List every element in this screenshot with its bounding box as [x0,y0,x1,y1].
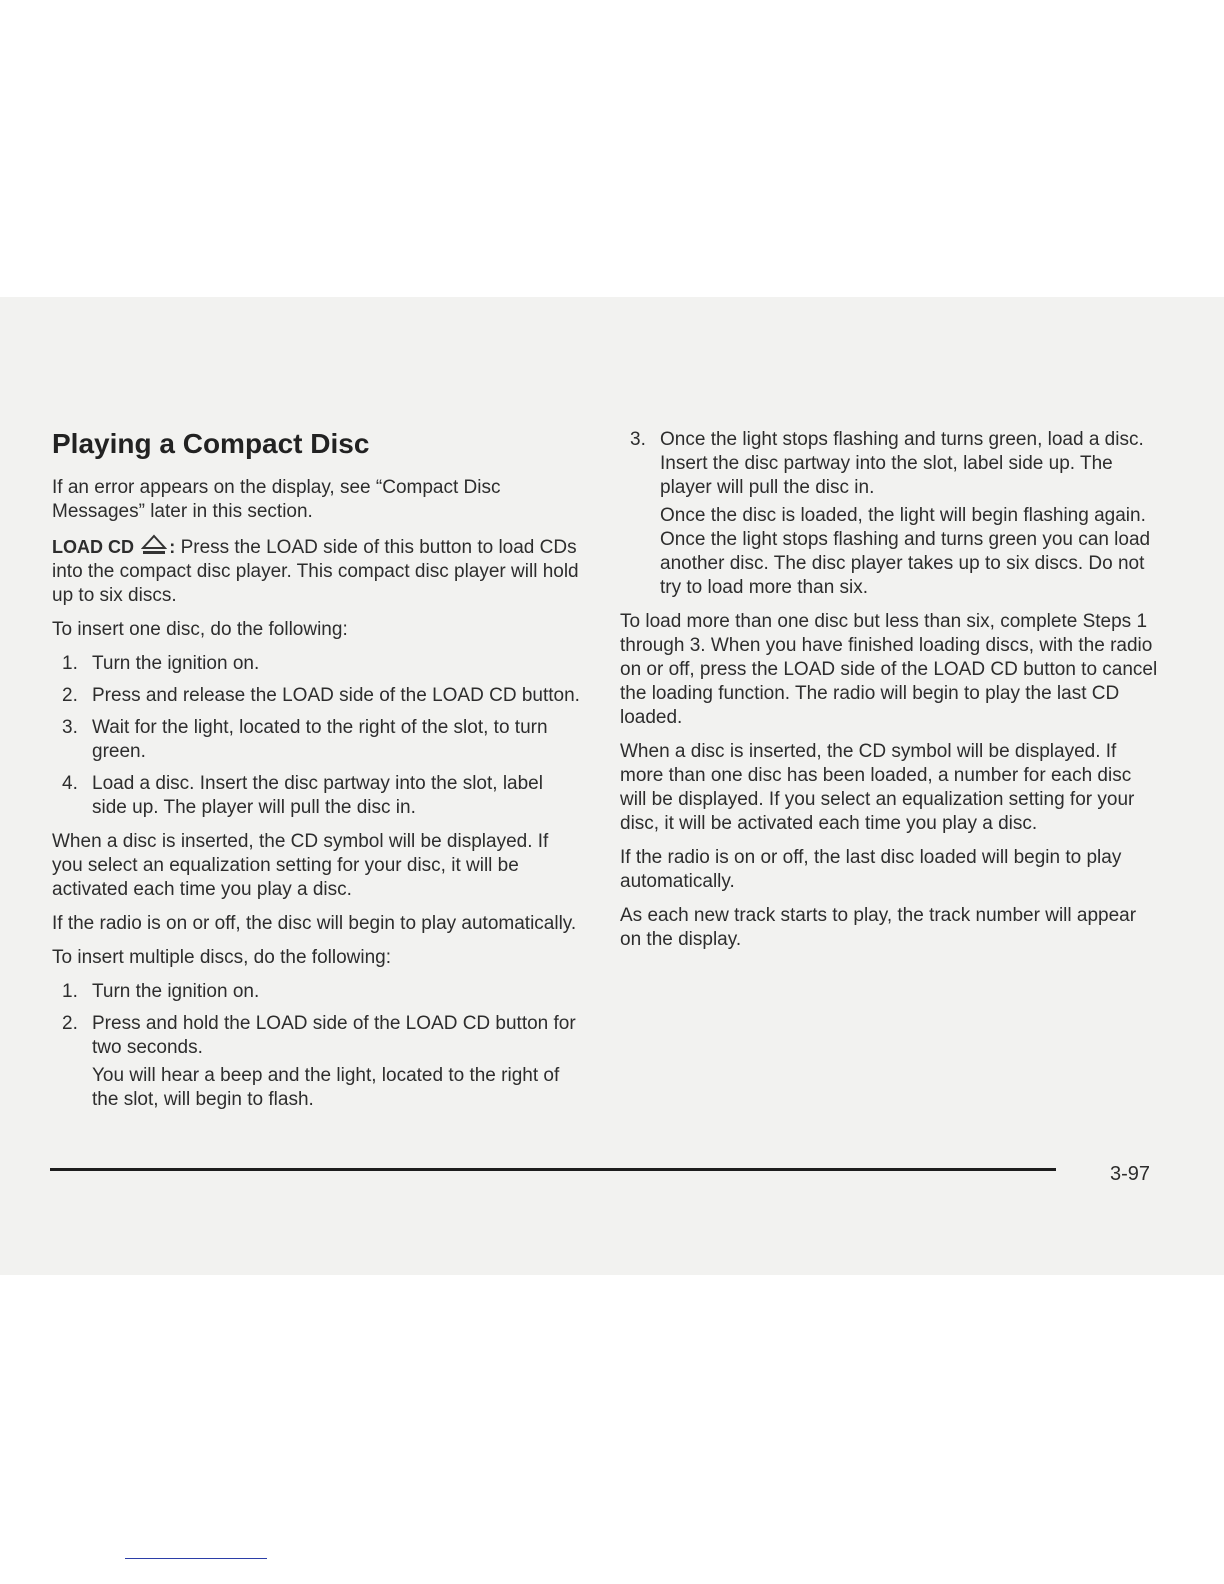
inserted-paragraph: When a disc is inserted, the CD symbol will be displayed. If you select an equalization setting for your disc, it will be activated each time you play a disc. [52,831,549,900]
list-item [52,1012,580,1112]
step-text: Wait for the light, located to the right of the slot, to turn green. [92,717,548,762]
eject-icon [141,534,167,556]
insert-one-steps [52,652,580,820]
insert-multi-steps-continued [620,428,1160,600]
step-number: 2. [62,1013,78,1034]
list-item [52,716,580,764]
list-item [620,428,1160,600]
list-item [52,684,580,708]
track-number-paragraph: As each new track starts to play, the track number will appear on the display. [620,905,1137,950]
step-text: Once the light stops flashing and turns green, load a disc. Insert the disc partway into the slot, label side up. The player will pull the disc in. [660,429,1144,498]
load-cd-label: LOAD CD [52,537,134,557]
last-disc-paragraph: If the radio is on or off, the last disc loaded will begin to play automatically. [620,847,1122,892]
step-number: 1. [62,981,78,1002]
step-number: 3. [62,717,78,738]
step-sub-text: Once the disc is loaded, the light will begin flashing again. Once the light stops flashing and turns green you can load another disc. The disc player takes up to six discs. Do not try to load more than six. [660,505,1151,598]
step-text: Load a disc. Insert the disc partway into the slot, label side up. The player will pull the disc in. [92,773,543,818]
link-underline [125,1558,267,1559]
insert-multi-steps [52,980,580,1112]
insert-multi-heading: To insert multiple discs, do the following: [52,947,391,968]
step-text: Turn the ignition on. [92,653,260,674]
section-title: Playing a Compact Disc [52,428,370,459]
load-cd-colon: : [169,537,176,557]
less-than-six-paragraph: To load more than one disc but less than six, complete Steps 1 through 3. When you have finished loading discs, with the radio on or off, press the LOAD side of the LOAD CD button to cancel the loading function. The radio will begin to play the last CD loaded. [620,611,1158,728]
cd-symbol-paragraph: When a disc is inserted, the CD symbol will be displayed. If more than one disc has been loaded, a number for each disc will be displayed. If you select an equalization setting for your disc, it will be activated each time you play a disc. [620,741,1135,834]
footer-rule [50,1168,1056,1171]
step-number: 3. [630,429,646,450]
step-text: Turn the ignition on. [92,981,260,1002]
list-item [52,652,580,676]
insert-one-heading: To insert one disc, do the following: [52,619,348,640]
step-number: 1. [62,653,78,674]
list-item [52,980,580,1004]
list-item [52,772,580,820]
page-number: 3-97 [1110,1163,1151,1185]
right-column [620,428,1160,962]
intro-paragraph: If an error appears on the display, see “Compact Disc Messages” later in this section. [52,477,501,522]
step-number: 4. [62,773,78,794]
step-number: 2. [62,685,78,706]
auto-play-paragraph: If the radio is on or off, the disc will begin to play automatically. [52,913,577,934]
load-cd-text: Press the LOAD side of this button to load CDs into the compact disc player. This compact disc player will hold up to six discs. [52,537,579,606]
step-text: Press and hold the LOAD side of the LOAD CD button for two seconds. [92,1013,576,1058]
step-sub-text: You will hear a beep and the light, located to the right of the slot, will begin to flash. [92,1065,560,1110]
step-text: Press and release the LOAD side of the LOAD CD button. [92,685,580,706]
left-column [52,426,580,1122]
load-cd-paragraph [52,534,580,608]
